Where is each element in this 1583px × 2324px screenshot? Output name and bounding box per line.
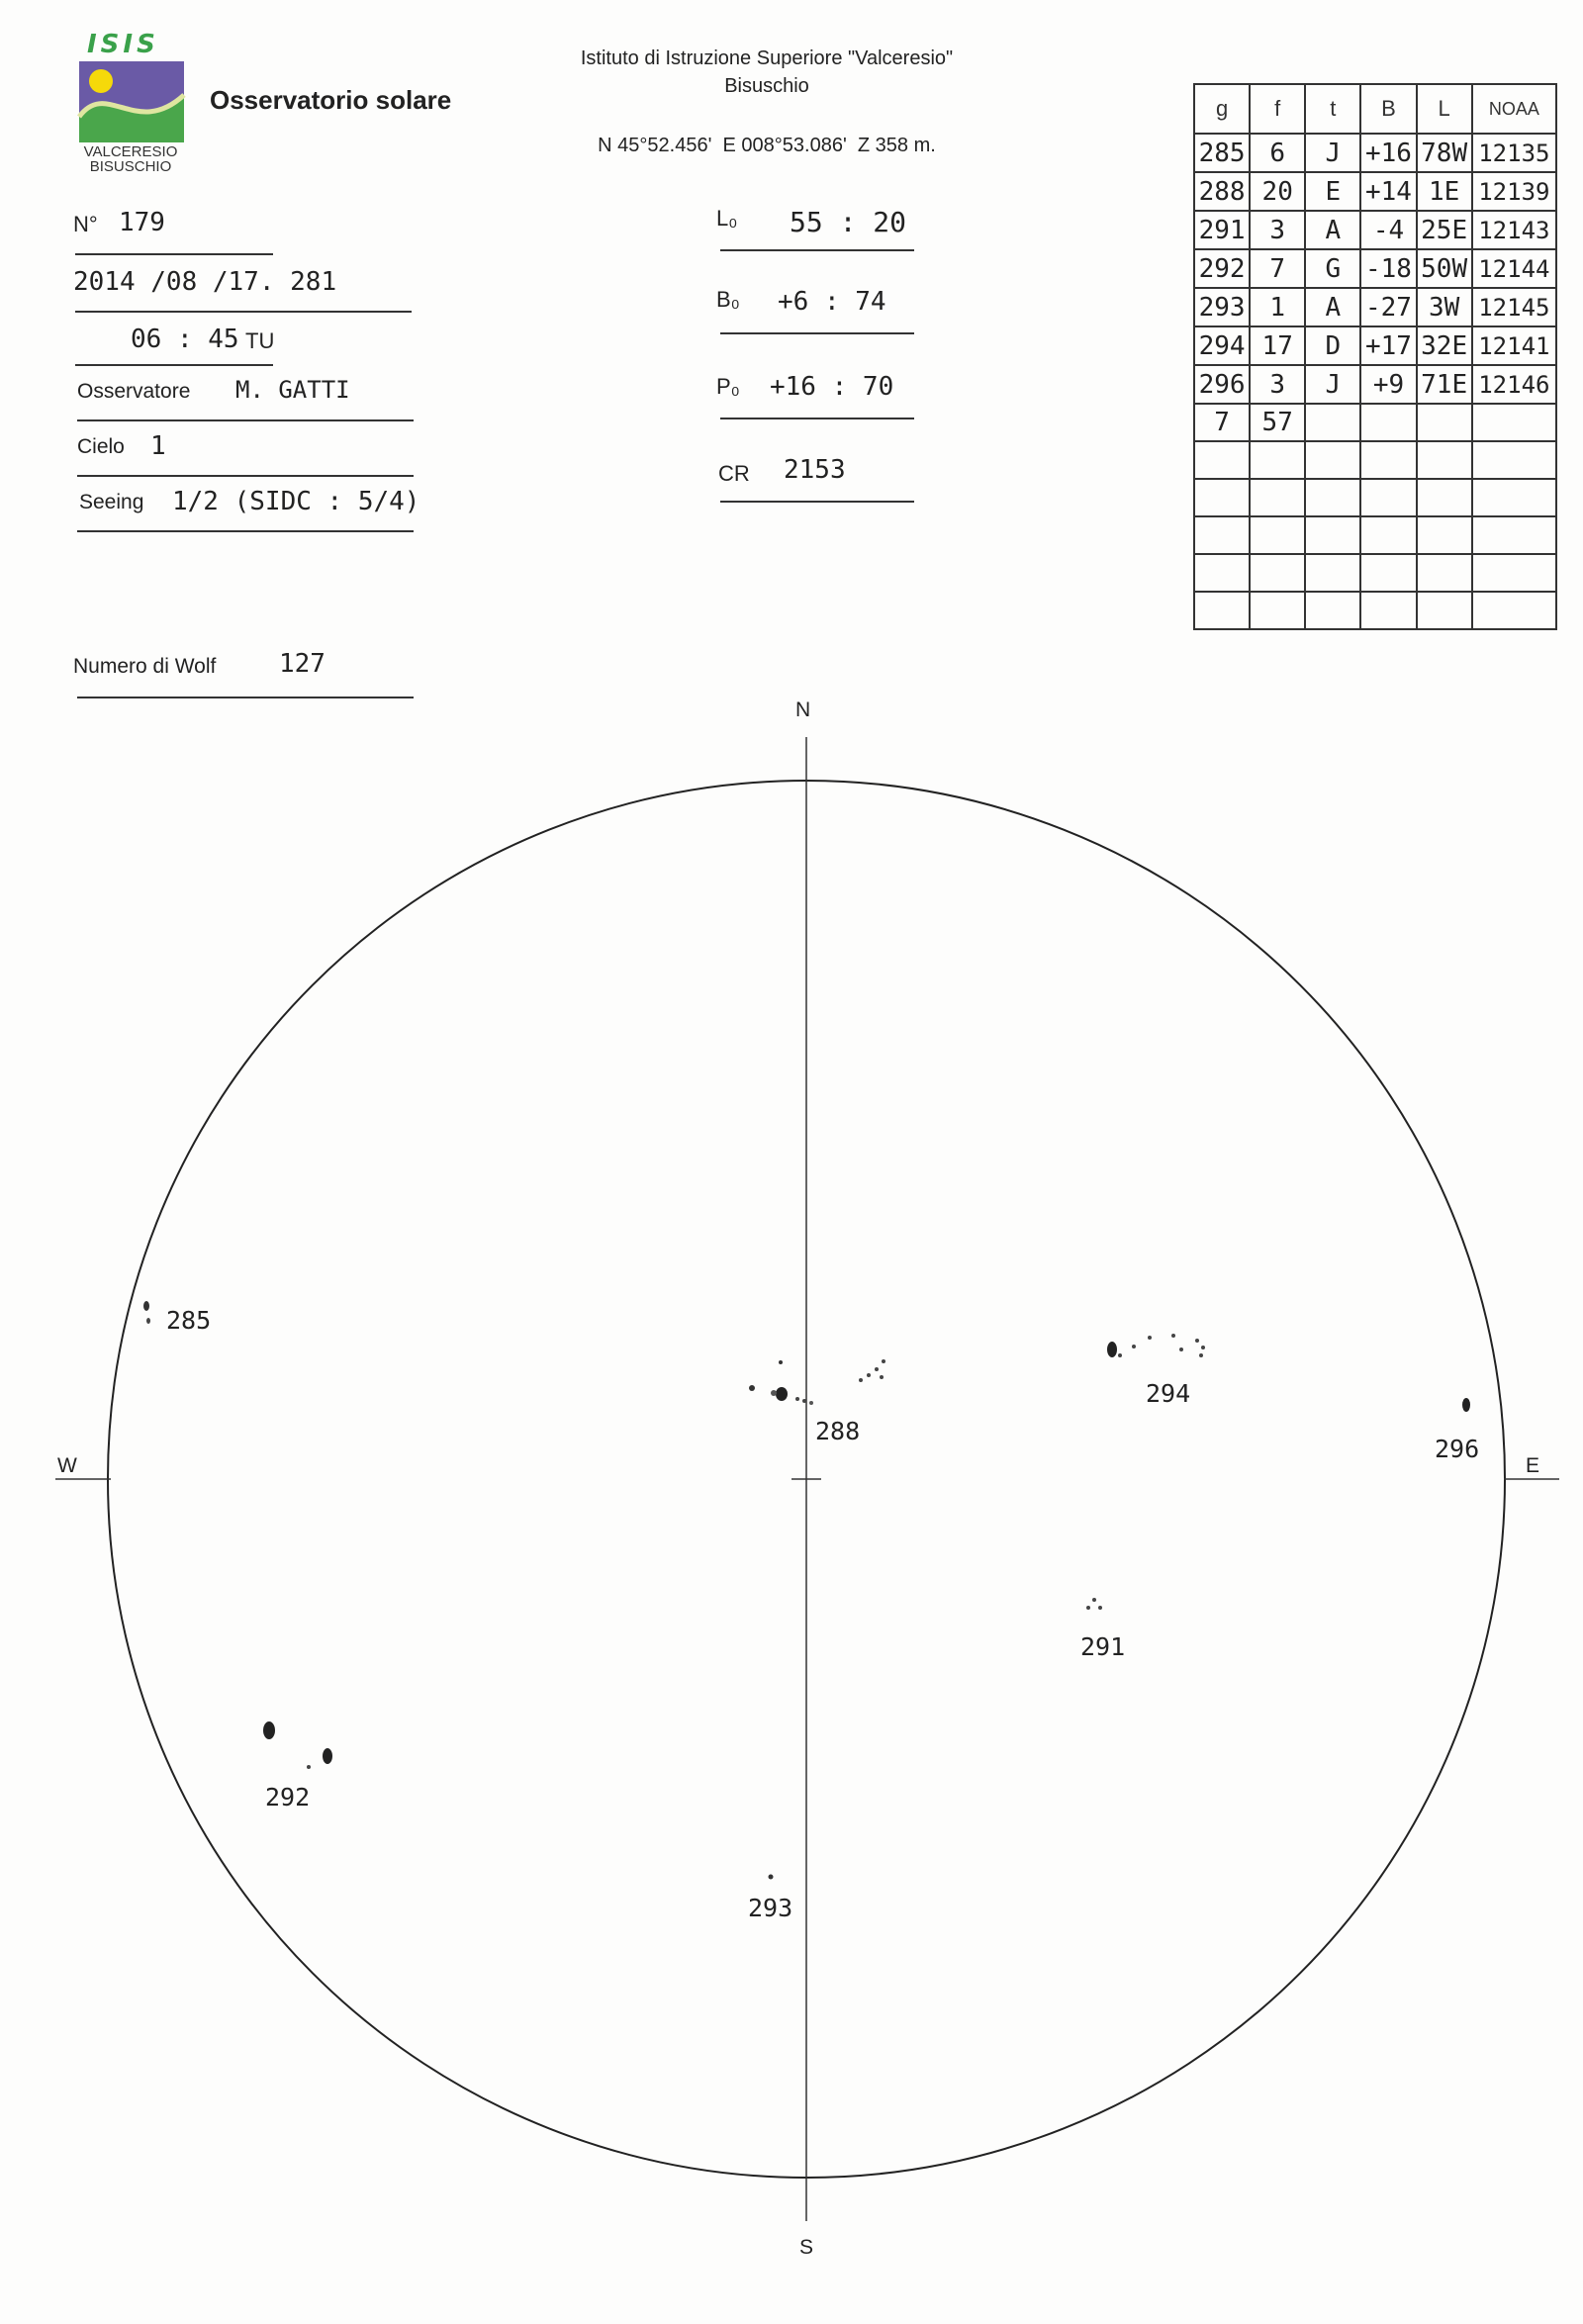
- table-row: [1194, 326, 1556, 365]
- sunspot-group-291: [1086, 1598, 1102, 1610]
- table-empty-cell: [1194, 479, 1250, 516]
- cr-underline: [720, 501, 914, 503]
- number-value: 179: [119, 208, 165, 237]
- number-underline: [75, 253, 273, 255]
- group-label-293: 293: [748, 1894, 793, 1922]
- observer-value: M. GATTI: [235, 376, 350, 404]
- table-total-cell: 57: [1250, 404, 1305, 441]
- table-empty-cell: [1360, 592, 1416, 629]
- table-cell: 78W: [1417, 134, 1472, 172]
- table-empty-cell: [1194, 441, 1250, 479]
- table-cell: -18: [1360, 249, 1416, 288]
- table-empty-cell: [1250, 554, 1305, 592]
- table-cell: 20: [1250, 172, 1305, 211]
- sunspot-groups-table: [1193, 83, 1557, 630]
- table-cell: 285: [1194, 134, 1250, 172]
- sunspot-group-292: [263, 1721, 332, 1769]
- b0-label: B₀: [716, 287, 740, 312]
- table-row: [1194, 134, 1556, 172]
- table-empty-cell: [1194, 592, 1250, 629]
- table-header-cell: f: [1250, 84, 1305, 134]
- table-cell: 293: [1194, 288, 1250, 326]
- group-label-288: 288: [815, 1417, 861, 1445]
- table-empty-cell: [1360, 441, 1416, 479]
- east-label: E: [1526, 1454, 1540, 1477]
- table-empty-cell: [1305, 592, 1360, 629]
- table-cell: 3: [1250, 211, 1305, 249]
- table-row: [1194, 172, 1556, 211]
- table-empty-cell: [1250, 516, 1305, 554]
- table-empty-cell: [1417, 516, 1472, 554]
- table-cell: +9: [1360, 365, 1416, 404]
- wolf-number-label: Numero di Wolf: [73, 655, 217, 678]
- time-underline: [75, 364, 273, 366]
- table-cell: 7: [1250, 249, 1305, 288]
- table-cell: +16: [1360, 134, 1416, 172]
- table-cell: 12145: [1472, 288, 1556, 326]
- seeing-label: Seeing: [79, 491, 144, 513]
- table-cell: 12143: [1472, 211, 1556, 249]
- table-cell: 6: [1250, 134, 1305, 172]
- l0-value: 55 : 20: [790, 206, 907, 238]
- table-empty-cell: [1417, 554, 1472, 592]
- p0-value: +16 : 70: [770, 372, 894, 402]
- table-empty-cell: [1417, 479, 1472, 516]
- p0-underline: [720, 418, 914, 419]
- b0-value: +6 : 74: [778, 287, 886, 317]
- logo-line2: BISUSCHIO: [89, 158, 172, 175]
- table-empty-cell: [1250, 479, 1305, 516]
- sky-label: Cielo: [77, 435, 125, 458]
- table-cell: +17: [1360, 326, 1416, 365]
- sunspot-group-296: [1462, 1398, 1470, 1412]
- date-underline: [75, 311, 412, 313]
- sunspot-group-285: [143, 1301, 150, 1324]
- table-empty-cell: [1305, 554, 1360, 592]
- table-empty-cell: [1305, 516, 1360, 554]
- institute-logo: [73, 30, 188, 175]
- table-row: [1194, 249, 1556, 288]
- table-cell: 3: [1250, 365, 1305, 404]
- table-header-cell: NOAA: [1472, 84, 1556, 134]
- table-empty-row: [1194, 554, 1556, 592]
- table-cell: 12135: [1472, 134, 1556, 172]
- group-label-285: 285: [166, 1306, 212, 1335]
- sky-value: 1: [150, 431, 166, 461]
- seeing-value: 1/2 (SIDC : 5/4): [172, 487, 420, 516]
- table-total-cell: [1472, 404, 1556, 441]
- west-label: W: [57, 1454, 77, 1477]
- south-label: S: [799, 2236, 814, 2259]
- table-cell: E: [1305, 172, 1360, 211]
- table-empty-row: [1194, 516, 1556, 554]
- table-cell: 291: [1194, 211, 1250, 249]
- observatory-coordinates: N 45°52.456' E 008°53.086' Z 358 m.: [598, 135, 936, 156]
- table-cell: 17: [1250, 326, 1305, 365]
- table-cell: 1: [1250, 288, 1305, 326]
- table-cell: +14: [1360, 172, 1416, 211]
- observer-label: Osservatore: [77, 380, 191, 403]
- seeing-underline: [77, 530, 414, 532]
- table-empty-cell: [1417, 592, 1472, 629]
- solar-disk-drawing: [0, 693, 1583, 2276]
- table-cell: A: [1305, 211, 1360, 249]
- logo-line1: VALCERESIO: [83, 143, 178, 160]
- table-cell: 3W: [1417, 288, 1472, 326]
- l0-label: L₀: [716, 206, 738, 231]
- sunspot-group-293: [769, 1875, 774, 1880]
- table-cell: 292: [1194, 249, 1250, 288]
- table-empty-cell: [1472, 441, 1556, 479]
- north-label: N: [795, 698, 811, 721]
- table-empty-row: [1194, 441, 1556, 479]
- logo-word: ISIS: [87, 30, 159, 59]
- sky-underline: [77, 475, 414, 477]
- table-cell: 71E: [1417, 365, 1472, 404]
- table-cell: A: [1305, 288, 1360, 326]
- table-header-row: [1194, 84, 1556, 134]
- group-label-292: 292: [265, 1783, 311, 1812]
- table-empty-cell: [1360, 554, 1416, 592]
- table-cell: 296: [1194, 365, 1250, 404]
- table-cell: 12146: [1472, 365, 1556, 404]
- table-empty-cell: [1472, 554, 1556, 592]
- group-label-296: 296: [1435, 1435, 1480, 1463]
- table-empty-cell: [1250, 592, 1305, 629]
- table-header-cell: B: [1360, 84, 1416, 134]
- cr-value: 2153: [784, 455, 846, 485]
- cr-label: CR: [718, 461, 750, 486]
- table-empty-cell: [1194, 554, 1250, 592]
- date-value: 2014 /08 /17. 281: [73, 267, 337, 297]
- sunspot-group-288: [749, 1359, 885, 1405]
- table-header-cell: t: [1305, 84, 1360, 134]
- table-empty-cell: [1360, 516, 1416, 554]
- time-value: 06 : 45: [131, 325, 239, 354]
- table-cell: G: [1305, 249, 1360, 288]
- table-cell: 12141: [1472, 326, 1556, 365]
- sunspot-group-294: [1107, 1334, 1205, 1357]
- observer-underline: [77, 419, 414, 421]
- institute-name: Istituto di Istruzione Superiore "Valceresio": [580, 47, 954, 69]
- table-total-cell: [1360, 404, 1416, 441]
- group-label-294: 294: [1146, 1379, 1191, 1408]
- table-row: [1194, 288, 1556, 326]
- table-cell: 294: [1194, 326, 1250, 365]
- table-empty-cell: [1472, 479, 1556, 516]
- table-cell: 25E: [1417, 211, 1472, 249]
- table-empty-cell: [1417, 441, 1472, 479]
- group-label-291: 291: [1080, 1632, 1126, 1661]
- table-row: [1194, 211, 1556, 249]
- table-totals-row: [1194, 404, 1556, 441]
- table-empty-cell: [1194, 516, 1250, 554]
- table-total-cell: 7: [1194, 404, 1250, 441]
- table-empty-row: [1194, 479, 1556, 516]
- logo-emblem-icon: [77, 59, 186, 144]
- table-empty-row: [1194, 592, 1556, 629]
- table-empty-cell: [1305, 441, 1360, 479]
- table-total-cell: [1417, 404, 1472, 441]
- table-cell: 32E: [1417, 326, 1472, 365]
- table-cell: -4: [1360, 211, 1416, 249]
- table-cell: D: [1305, 326, 1360, 365]
- table-empty-cell: [1472, 592, 1556, 629]
- institute-town: Bisuschio: [724, 75, 809, 97]
- table-cell: 288: [1194, 172, 1250, 211]
- table-empty-cell: [1360, 479, 1416, 516]
- table-header-cell: L: [1417, 84, 1472, 134]
- table-cell: -27: [1360, 288, 1416, 326]
- wolf-number-value: 127: [279, 649, 326, 679]
- observatory-title: Osservatorio solare: [210, 85, 452, 115]
- table-empty-cell: [1305, 479, 1360, 516]
- table-cell: J: [1305, 365, 1360, 404]
- table-cell: 1E: [1417, 172, 1472, 211]
- table-empty-cell: [1472, 516, 1556, 554]
- table-cell: J: [1305, 134, 1360, 172]
- number-label: N°: [73, 212, 98, 236]
- table-total-cell: [1305, 404, 1360, 441]
- l0-underline: [720, 249, 914, 251]
- table-header-cell: g: [1194, 84, 1250, 134]
- table-cell: 50W: [1417, 249, 1472, 288]
- table-cell: 12139: [1472, 172, 1556, 211]
- b0-underline: [720, 332, 914, 334]
- table-row: [1194, 365, 1556, 404]
- p0-label: P₀: [716, 374, 740, 399]
- table-cell: 12144: [1472, 249, 1556, 288]
- table-empty-cell: [1250, 441, 1305, 479]
- time-unit: TU: [245, 328, 275, 353]
